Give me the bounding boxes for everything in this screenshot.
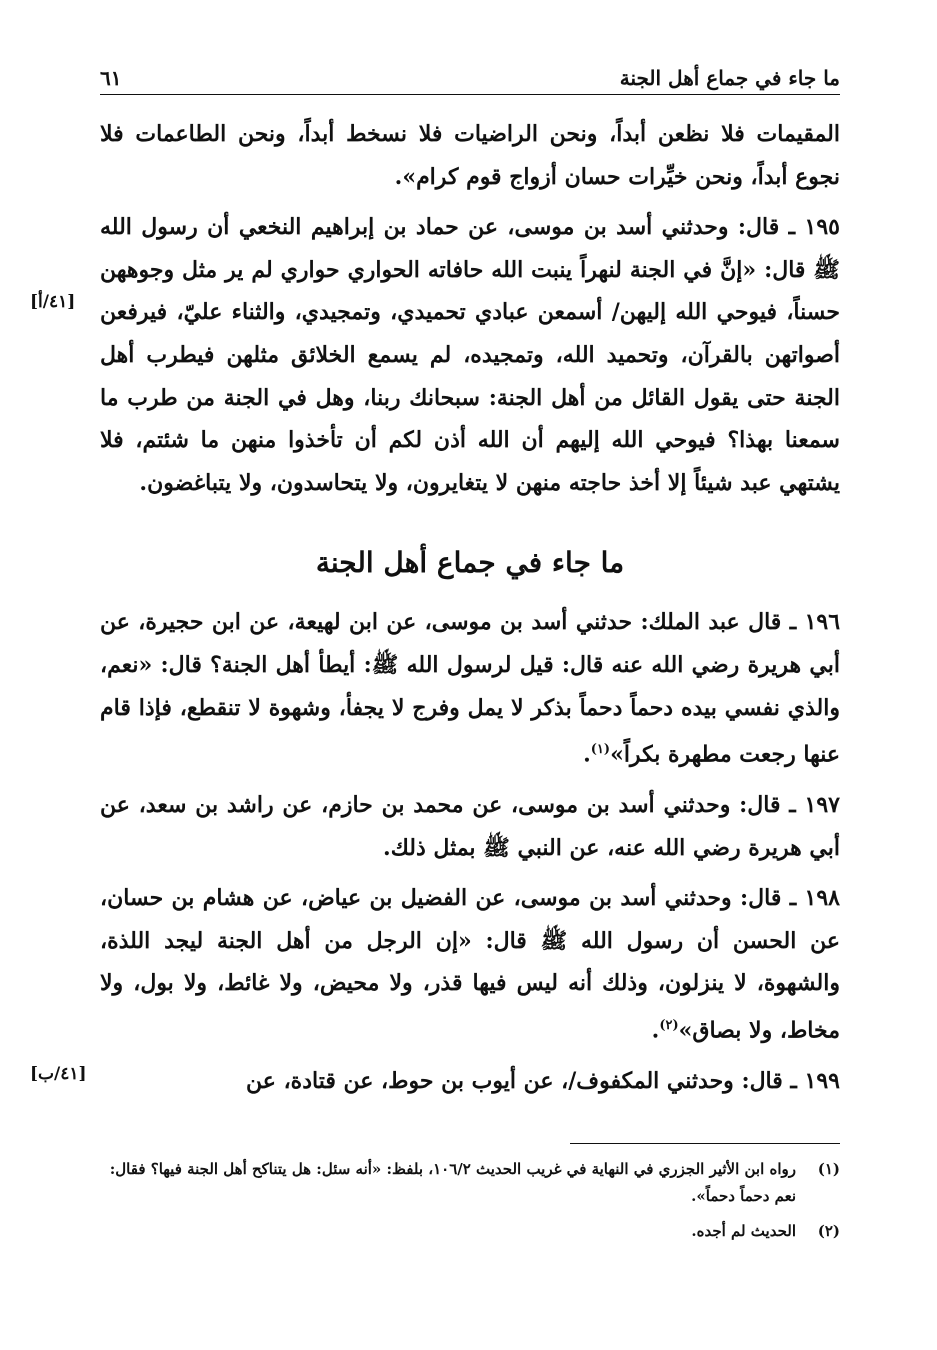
footnote-2 (100, 1218, 840, 1245)
footnote-2-mark: (٢) (817, 1221, 840, 1240)
footnote-1-mark: (١) (817, 1159, 840, 1178)
paragraph-197: ١٩٧ ـ قال: وحدثني أسد بن موسى، عن محمد بن حازم، عن راشد بن سعد، عن أبي هريرة رضي الله عنه، عن النبي ﷺ بمثل ذلك. (100, 792, 840, 861)
paragraph-198-text: ١٩٨ ـ قال: وحدثني أسد بن موسى، عن الفضيل بن عياض، عن هشام بن حسان، عن الحسن أن رسول الله ﷺ قال: «إن الرجل من أهل الجنة ليجد اللذة، والشهوة، لا ينزلون، وذلك أنه ليس فيها قذر، ولا محيض، ولا غائط، ولا بول، ولا مخاط، ولا بصاق» (100, 885, 840, 1044)
paragraph-196-text: ١٩٦ ـ قال عبد الملك: حدثني أسد بن موسى، عن ابن لهيعة، عن ابن حجيرة، عن أبي هريرة رضي الله عنه قال: قيل لرسول الله ﷺ: أيطأ أهل الجنة؟ قال: «نعم، والذي نفسي بيده دحماً دحماً بذكر لا يمل وفرج لا يجفأ، وشهوة لا تنقطع، فإذا قام عنها رجعت مطهرة بكراً» (100, 609, 841, 768)
running-title: ما جاء في جماع أهل الجنة (619, 66, 840, 90)
footnote-2-text: الحديث لم أجده. (691, 1221, 796, 1240)
paragraph-195: ١٩٥ ـ قال: وحدثني أسد بن موسى، عن حماد بن إبراهيم النخعي أن رسول الله ﷺ قال: «إنَّ في الجنة لنهراً ينبت الله حافاته الحواري حواري لم ير مثل وجوههن حسناً، فيوحي الله إليهن/ أسمعن عبادي تحميدي، وتمجيدي، والثناء عليّ، فيرفعن أصواتهن بالقرآن، وتحميد الله، وتمجيده، لم يسمع الخلائق مثلهن فيطرب أهل الجنة حتى يقول القائل من أهل الجنة: سبحانك ربنا، وهل في الجنة من طرب ما سمعنا بهذا؟ فيوحي الله إليهم أن الله أذن لكم أن تأخذوا منهن ما شئتم، فلا يشتهي عبد شيئاً إلا أخذ حاجته منهن لا يتغايرون، ولا يتحاسدون، ولا يتباغضون. (100, 214, 840, 496)
paragraph-continuation: المقيمات فلا نظعن أبداً، ونحن الراضيات فلا نسخط أبداً، ونحن الطاعمات فلا نجوع أبداً، ونحن خيِّرات حسان أزواج قوم كرام». (100, 121, 840, 190)
section-title: ما جاء في جماع أهل الجنة (315, 546, 625, 580)
footnote-1 (100, 1156, 840, 1210)
paragraph-196 (100, 601, 840, 776)
margin-note-folio-2: [٤١/ب] (30, 1063, 87, 1084)
footnote-divider (570, 1143, 840, 1144)
footnote-ref-1: (١) (590, 742, 611, 758)
margin-note-folio: [٤١/أ] (30, 292, 76, 313)
footnotes (100, 1156, 840, 1245)
paragraph-198 (100, 877, 840, 1052)
footnote-ref-2: (٢) (659, 1018, 679, 1034)
paragraph-198-end: . (651, 1017, 660, 1044)
book-page (30, 60, 841, 1245)
footnote-1-text: رواه ابن الأثير الجزري في النهاية في غريب الحديث ١٠٦/٢، بلفظ: «أنه سئل: هل يتناكح أهل الجنة فيها؟ فقال: نعم دحماً دحماً». (109, 1159, 796, 1205)
paragraph-196-end: . (583, 741, 591, 768)
page-header (100, 60, 840, 95)
paragraph-199: ١٩٩ ـ قال: وحدثني المكفوف/، عن أيوب بن حوط، عن قتادة، عن (246, 1067, 840, 1094)
page-number: ٦١ (100, 66, 122, 90)
